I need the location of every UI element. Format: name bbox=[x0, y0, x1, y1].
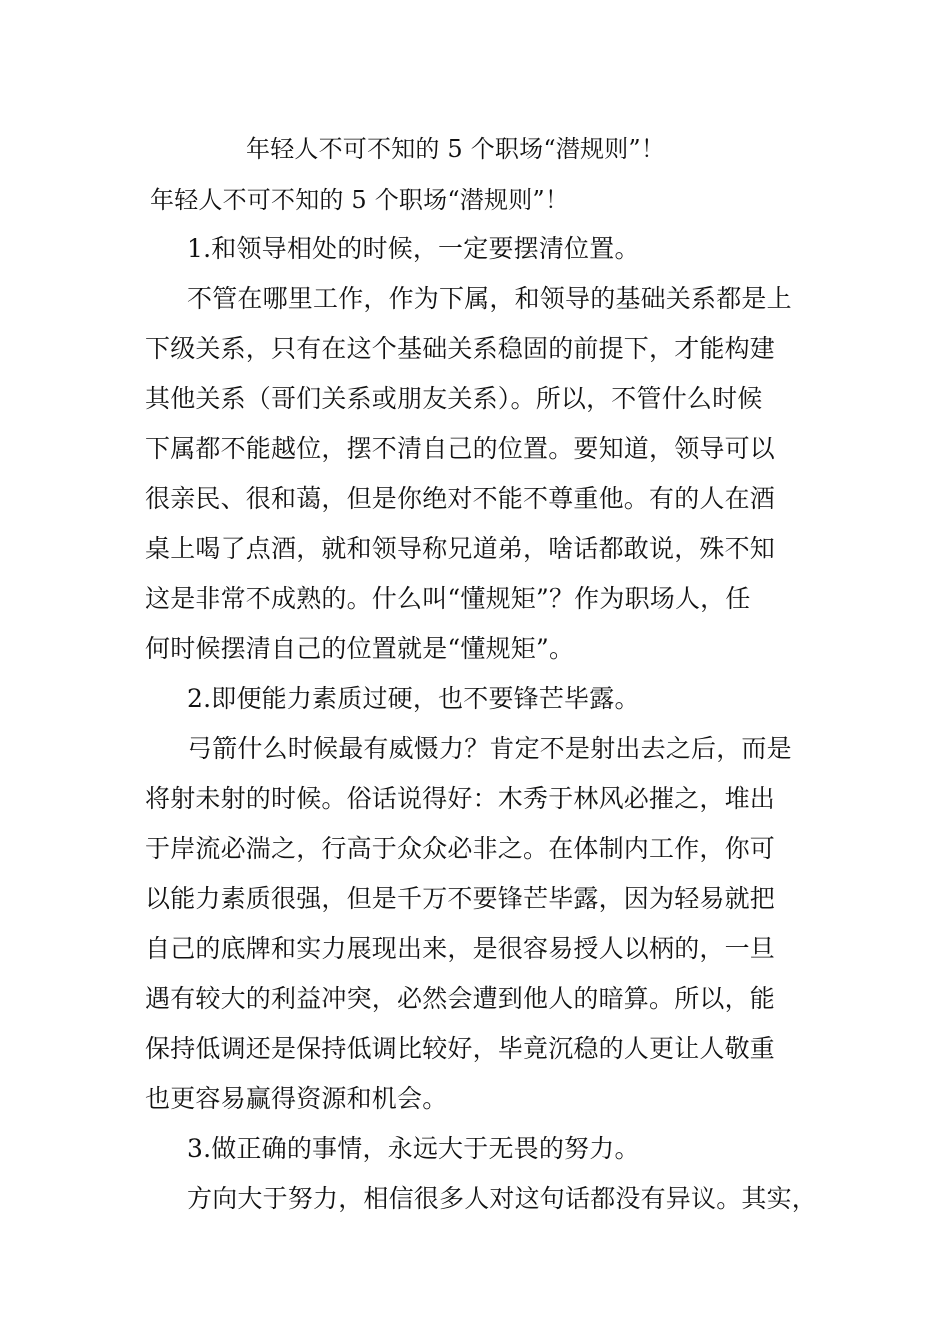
paragraph-line: 保持低调还是保持低调比较好，毕竟沉稳的人更让人敬重 bbox=[145, 1034, 776, 1063]
paragraph-line: 也更容易赢得资源和机会。 bbox=[145, 1084, 448, 1113]
paragraph-line: 自己的底牌和实力展现出来，是很容易授人以柄的，一旦 bbox=[145, 934, 776, 963]
section-heading-2: 2.即便能力素质过硬，也不要锋芒毕露。 bbox=[187, 684, 640, 713]
paragraph-line: 其他关系（哥们关系或朋友关系）。所以，不管什么时候 bbox=[145, 384, 763, 413]
paragraph-line: 以能力素质很强，但是千万不要锋芒毕露，因为轻易就把 bbox=[145, 884, 776, 913]
section-heading-3: 3.做正确的事情，永远大于无畏的努力。 bbox=[187, 1134, 640, 1163]
document-subtitle: 年轻人不可不知的 5 个职场“潜规则”！ bbox=[150, 186, 570, 214]
paragraph-line: 将射未射的时候。俗话说得好：木秀于林风必摧之，堆出 bbox=[145, 784, 776, 813]
paragraph-line: 于岸流必湍之，行高于众众必非之。在体制内工作，你可 bbox=[145, 834, 776, 863]
paragraph-line: 弓箭什么时候最有威慑力？肯定不是射出去之后，而是 bbox=[187, 734, 792, 763]
paragraph-line: 不管在哪里工作，作为下属，和领导的基础关系都是上 bbox=[187, 284, 792, 313]
paragraph-line: 方向大于努力，相信很多人对这句话都没有异议。其实， bbox=[187, 1184, 818, 1213]
paragraph-line: 何时候摆清自己的位置就是“懂规矩”。 bbox=[145, 634, 575, 663]
paragraph-line: 下属都不能越位，摆不清自己的位置。要知道，领导可以 bbox=[145, 434, 776, 463]
paragraph-line: 这是非常不成熟的。什么叫“懂规矩”？作为职场人，任 bbox=[145, 584, 751, 613]
document-title: 年轻人不可不知的 5 个职场“潜规则”！ bbox=[246, 135, 666, 163]
paragraph-line: 下级关系，只有在这个基础关系稳固的前提下，才能构建 bbox=[145, 334, 776, 363]
paragraph-line: 桌上喝了点酒，就和领导称兄道弟，啥话都敢说，殊不知 bbox=[145, 534, 776, 563]
section-heading-1: 1.和领导相处的时候，一定要摆清位置。 bbox=[187, 234, 640, 263]
paragraph-line: 很亲民、很和蔼，但是你绝对不能不尊重他。有的人在酒 bbox=[145, 484, 776, 513]
paragraph-line: 遇有较大的利益冲突，必然会遭到他人的暗算。所以，能 bbox=[145, 984, 776, 1013]
